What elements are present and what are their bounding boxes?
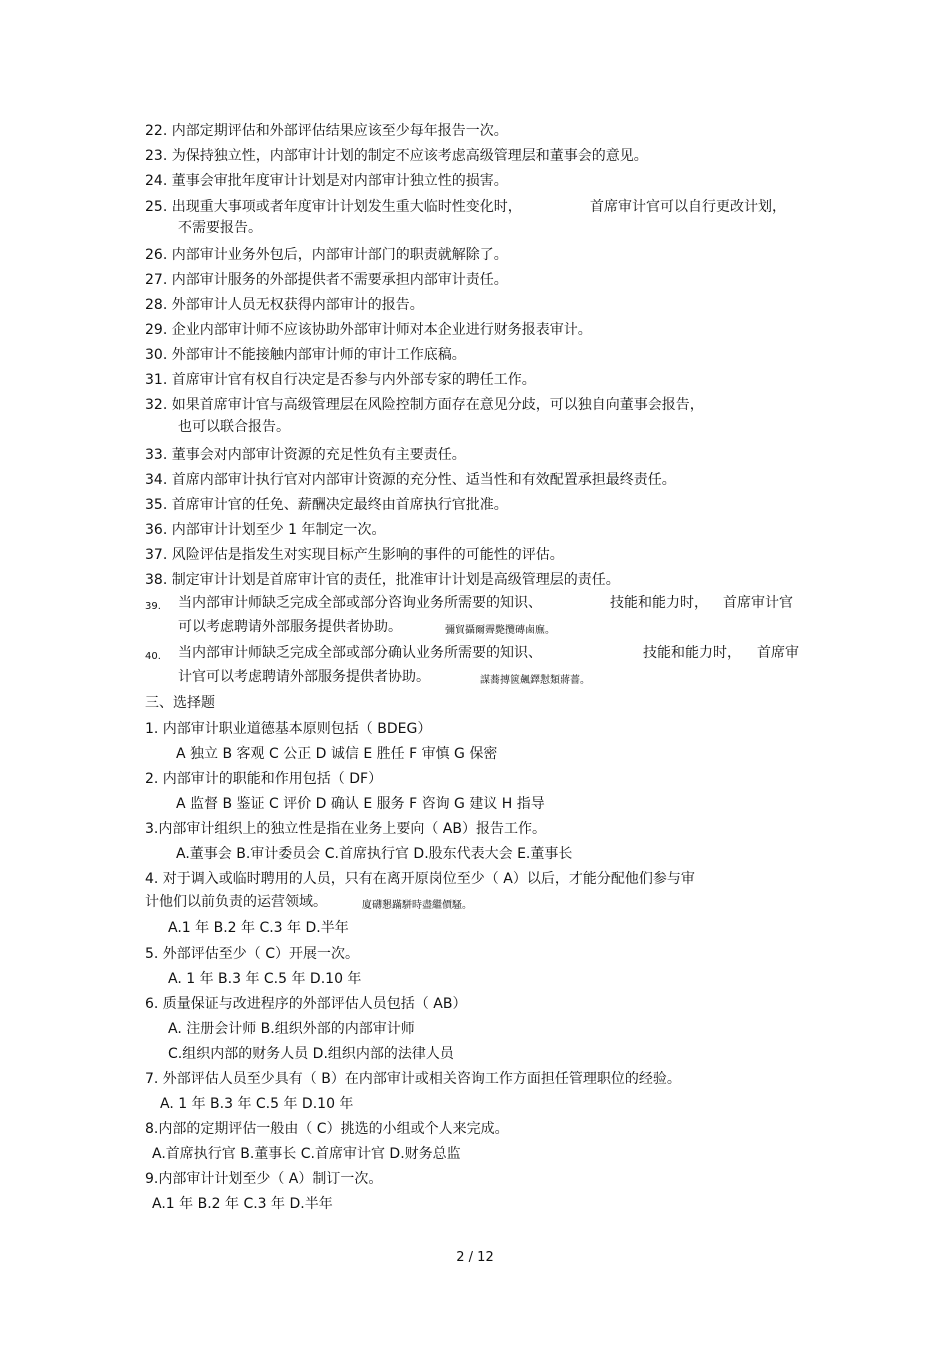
question-4-wrap: 计他们以前负责的运营领域。 — [145, 894, 327, 910]
item-25: 25. 出现重大事项或者年度审计计划发生重大临时性变化时， — [145, 199, 522, 215]
question-3-options: A.董事会 B.审计委员会 C.首席执行官 D.股东代表大会 E.董事长 — [176, 846, 573, 862]
item-26: 26. 内部审计业务外包后，内部审计部门的职责就解除了。 — [145, 247, 508, 263]
item-25-cont: 首席审计官可以自行更改计划， — [590, 199, 786, 215]
question-6: 6. 质量保证与改进程序的外部评估人员包括（ AB） — [145, 996, 467, 1012]
watermark-text-3: 廈礴懇蹣駢時盡繼價騷。 — [362, 900, 472, 911]
item-40: 当内部审计师缺乏完成全部或部分确认业务所需要的知识、 — [178, 645, 542, 661]
item-39-cont-a: 技能和能力时， — [610, 595, 708, 611]
question-7: 7. 外部评估人员至少具有（ B）在内部审计或相关咨询工作方面担任管理职位的经验。 — [145, 1071, 681, 1087]
item-23: 23. 为保持独立性，内部审计计划的制定不应该考虑高级管理层和董事会的意见。 — [145, 148, 648, 164]
question-6-options-a: A. 注册会计师 B.组织外部的内部审计师 — [168, 1021, 415, 1037]
item-38: 38. 制定审计计划是首席审计官的责任，批准审计计划是高级管理层的责任。 — [145, 572, 620, 588]
question-1: 1. 内部审计职业道德基本原则包括（ BDEG） — [145, 721, 432, 737]
item-39-cont-b: 首席审计官 — [723, 595, 793, 611]
item-22: 22. 内部定期评估和外部评估结果应该至少每年报告一次。 — [145, 123, 508, 139]
item-40-cont-b: 首席审 — [757, 645, 799, 661]
question-4: 4. 对于调入或临时聘用的人员，只有在离开原岗位至少（ A）以后，才能分配他们参与审 — [145, 871, 695, 887]
question-8-options: A.首席执行官 B.董事长 C.首席审计官 D.财务总监 — [152, 1146, 461, 1162]
question-3: 3.内部审计组织上的独立性是指在业务上要向（ AB）报告工作。 — [145, 821, 546, 837]
question-6-options-b: C.组织内部的财务人员 D.组织内部的法律人员 — [168, 1046, 454, 1062]
question-5: 5. 外部评估至少（ C）开展一次。 — [145, 946, 360, 962]
question-1-options: A 独立 B 客观 C 公正 D 诚信 E 胜任 F 审慎 G 保密 — [176, 746, 498, 762]
item-35: 35. 首席审计官的任免、薪酬决定最终由首席执行官批准。 — [145, 497, 508, 513]
item-32-wrap: 也可以联合报告。 — [178, 419, 290, 435]
question-5-options: A. 1 年 B.3 年 C.5 年 D.10 年 — [168, 971, 362, 987]
watermark-text-1: 彌貿攝爾霽斃攬磚鹵廡。 — [445, 625, 555, 636]
question-9: 9.内部审计计划至少（ A）制订一次。 — [145, 1171, 383, 1187]
item-40-wrap: 计官可以考虑聘请外部服务提供者协助。 — [178, 669, 430, 685]
item-27: 27. 内部审计服务的外部提供者不需要承担内部审计责任。 — [145, 272, 508, 288]
question-2-options: A 监督 B 鉴证 C 评价 D 确认 E 服务 F 咨询 G 建议 H 指导 — [176, 796, 545, 812]
item-32: 32. 如果首席审计官与高级管理层在风险控制方面存在意见分歧，可以独自向董事会报告， — [145, 397, 704, 413]
item-37: 37. 风险评估是指发生对实现目标产生影响的事件的可能性的评估。 — [145, 547, 564, 563]
question-7-options: A. 1 年 B.3 年 C.5 年 D.10 年 — [160, 1096, 354, 1112]
question-8: 8.内部的定期评估一般由（ C）挑选的小组或个人来完成。 — [145, 1121, 509, 1137]
item-39-number: 39. — [145, 601, 161, 612]
item-31: 31. 首席审计官有权自行决定是否参与内外部专家的聘任工作。 — [145, 372, 536, 388]
item-34: 34. 首席内部审计执行官对内部审计资源的充分性、适当性和有效配置承担最终责任。 — [145, 472, 676, 488]
item-33: 33. 董事会对内部审计资源的充足性负有主要责任。 — [145, 447, 466, 463]
question-2: 2. 内部审计的职能和作用包括（ DF） — [145, 771, 383, 787]
item-29: 29. 企业内部审计师不应该协助外部审计师对本企业进行财务报表审计。 — [145, 322, 592, 338]
item-30: 30. 外部审计不能接触内部审计师的审计工作底稿。 — [145, 347, 466, 363]
item-25-wrap: 不需要报告。 — [178, 220, 262, 236]
item-39-wrap: 可以考虑聘请外部服务提供者协助。 — [178, 619, 402, 635]
section-heading: 三、选择题 — [145, 695, 215, 711]
item-28: 28. 外部审计人员无权获得内部审计的报告。 — [145, 297, 424, 313]
item-24: 24. 董事会审批年度审计计划是对内部审计独立性的损害。 — [145, 173, 508, 189]
item-39: 当内部审计师缺乏完成全部或部分咨询业务所需要的知识、 — [178, 595, 542, 611]
item-40-number: 40. — [145, 651, 161, 662]
item-40-cont-a: 技能和能力时， — [643, 645, 741, 661]
question-9-options: A.1 年 B.2 年 C.3 年 D.半年 — [152, 1196, 333, 1212]
watermark-text-2: 謀蕎摶篋飆鐸懟類蔣薔。 — [480, 675, 590, 686]
page-number: 2 / 12 — [456, 1250, 494, 1265]
question-4-options: A.1 年 B.2 年 C.3 年 D.半年 — [168, 920, 349, 936]
item-36: 36. 内部审计计划至少 1 年制定一次。 — [145, 522, 386, 538]
